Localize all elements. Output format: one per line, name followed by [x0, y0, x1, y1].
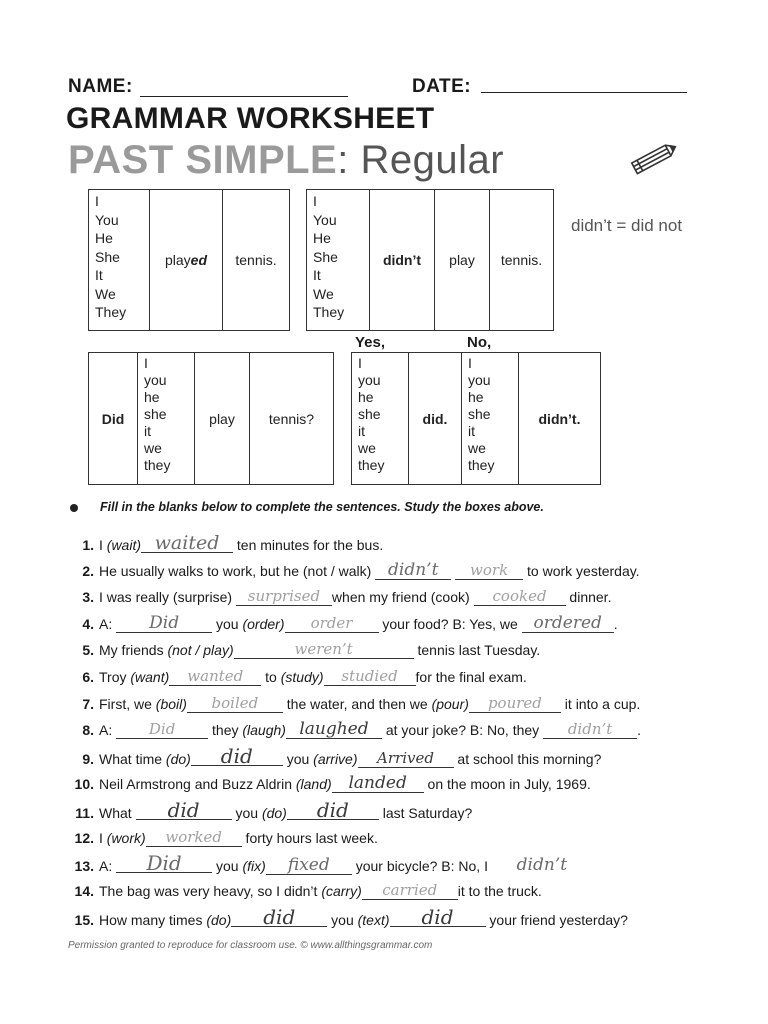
- text: when my friend (cook): [331, 589, 474, 605]
- sentence-number: 14.: [74, 883, 94, 899]
- verb-cue: (arrive): [313, 751, 358, 767]
- answer-blank[interactable]: boiled: [187, 694, 283, 713]
- pronoun: They: [313, 304, 345, 320]
- sentence-8: [68, 721, 641, 743]
- text: your bicycle? B: No, I: [351, 858, 492, 874]
- text: the water, and then we: [282, 696, 432, 712]
- sentence-number: 5.: [82, 642, 94, 658]
- text: last Saturday?: [378, 805, 473, 821]
- text: What: [99, 805, 136, 821]
- negative-verb: play: [435, 190, 490, 331]
- verb-cue: (wait): [106, 537, 142, 553]
- pronoun: she: [144, 406, 167, 422]
- text: it to the truck.: [457, 883, 542, 899]
- sentence-number: 1.: [82, 537, 94, 553]
- text: I: [99, 830, 107, 846]
- pronoun: You: [313, 211, 337, 228]
- text: I was really (surprise): [99, 589, 236, 605]
- affirmative-table: [88, 189, 290, 331]
- text: forty hours last week.: [241, 830, 378, 846]
- no-label: No,: [467, 334, 492, 351]
- answer-blank[interactable]: did: [231, 908, 327, 927]
- text: to work yesterday.: [523, 563, 640, 579]
- verb-cue: (fix): [242, 858, 266, 874]
- answer-blank[interactable]: cooked: [474, 587, 566, 606]
- text: ten minutes for the bus.: [233, 537, 384, 553]
- text: A:: [99, 858, 117, 874]
- answer-blank[interactable]: surprised: [236, 587, 332, 606]
- text: He usually walks to work, but he (not / walk): [99, 563, 376, 579]
- worksheet-title: GRAMMAR WORKSHEET: [66, 102, 435, 135]
- sentence-number: 11.: [75, 805, 94, 821]
- text: Neil Armstrong and Buzz Aldrin: [99, 776, 296, 792]
- date-field[interactable]: [481, 92, 687, 93]
- no-aux: didn’t.: [519, 353, 601, 485]
- answer-blank[interactable]: didn’t: [516, 855, 568, 875]
- answer-blank[interactable]: wanted: [169, 667, 261, 686]
- footer-permission: Permission granted to reproduce for classroom use. © www.allthingsgrammar.com: [68, 940, 433, 951]
- answer-blank[interactable]: Did: [116, 720, 208, 739]
- text: they: [208, 722, 243, 738]
- pronoun: they: [358, 457, 385, 473]
- pronoun: she: [468, 406, 491, 422]
- sentence-number: 6.: [82, 669, 94, 685]
- yes-aux: did.: [409, 353, 462, 485]
- pronoun: I: [468, 355, 472, 371]
- sentence-2: [68, 562, 640, 584]
- pronoun: he: [358, 389, 374, 405]
- pronoun: It: [95, 267, 103, 283]
- text: A:: [99, 616, 117, 632]
- sentence-1: [68, 532, 384, 557]
- answer-blank[interactable]: carried: [362, 881, 458, 900]
- verb-cue: (land): [295, 776, 332, 792]
- answer-blank[interactable]: landed: [332, 774, 424, 793]
- answer-blank[interactable]: fixed: [266, 856, 352, 875]
- pronoun: you: [144, 372, 167, 388]
- pronoun: we: [144, 440, 162, 456]
- text: at school this morning?: [453, 751, 602, 767]
- short-answer-table: [351, 352, 601, 485]
- sentence-number: 4.: [82, 616, 94, 632]
- pronoun: She: [95, 248, 120, 265]
- pronoun: She: [313, 248, 338, 265]
- text: at your joke? B: No, they: [381, 722, 544, 738]
- verb-cue: (carry): [321, 883, 362, 899]
- pronoun: we: [468, 440, 486, 456]
- sentence-number: 15.: [74, 912, 94, 928]
- negative-object: tennis.: [490, 190, 554, 331]
- verb-stem: play: [164, 252, 191, 268]
- answer-blank[interactable]: did: [136, 801, 232, 820]
- answer-blank[interactable]: studied: [324, 667, 416, 686]
- text: you: [282, 751, 314, 767]
- sentence-number: 2.: [82, 563, 94, 579]
- pronoun: he: [144, 389, 160, 405]
- answer-blank[interactable]: work: [455, 561, 523, 580]
- yes-label: Yes,: [355, 334, 386, 351]
- verb-cue: (do): [261, 805, 287, 821]
- subtitle-rest: : Regular: [337, 138, 505, 182]
- answer-blank[interactable]: didn’t: [375, 561, 451, 580]
- negative-pronouns: [307, 190, 370, 331]
- subtitle-bold: PAST SIMPLE: [68, 138, 338, 182]
- affirmative-object: tennis.: [223, 190, 290, 331]
- text: A:: [99, 722, 117, 738]
- pronoun: They: [95, 304, 127, 320]
- text: you: [231, 805, 262, 821]
- text: you: [327, 912, 358, 928]
- verb-cue: (boil): [155, 696, 187, 712]
- pronoun: You: [95, 211, 119, 228]
- verb-cue: (pour): [431, 696, 469, 712]
- question-verb: play: [195, 353, 250, 485]
- question-pronouns: [138, 353, 195, 485]
- name-label: NAME:: [68, 76, 133, 97]
- text: your food? B: Yes, we: [378, 616, 522, 632]
- pronoun: they: [468, 457, 495, 473]
- sentence-number: 12.: [74, 830, 94, 846]
- pronoun: it: [144, 423, 151, 439]
- text: .: [637, 722, 641, 738]
- pronoun: we: [358, 440, 376, 456]
- instructions: Fill in the blanks below to complete the sentences. Study the boxes above.: [100, 500, 544, 514]
- didnt-note: didn’t = did not: [571, 216, 683, 235]
- worksheet-subtitle: [68, 138, 504, 183]
- text: .: [613, 616, 618, 632]
- answer-blank[interactable]: laughed: [286, 720, 382, 739]
- verb-cue: (do): [206, 912, 232, 928]
- text: on the moon in July, 1969.: [423, 776, 591, 792]
- verb-cue: (not / play): [167, 642, 234, 658]
- pronoun: We: [95, 285, 116, 302]
- answer-blank[interactable]: poured: [469, 694, 561, 713]
- text: The bag was very heavy, so I didn’t: [99, 883, 322, 899]
- bullet-icon: [70, 504, 78, 512]
- sentence-7: [68, 695, 640, 717]
- answer-blank[interactable]: weren’t: [234, 640, 414, 659]
- sentence-number: 13.: [74, 858, 94, 874]
- text: your friend yesterday?: [485, 912, 628, 928]
- text: it into a cup.: [560, 696, 641, 712]
- verb-cue: (want): [130, 669, 170, 685]
- pronoun: He: [95, 230, 113, 246]
- answer-blank[interactable]: did: [191, 747, 283, 766]
- question-table: [88, 352, 334, 485]
- verb-cue: (order): [242, 616, 285, 632]
- sentence-14: [68, 882, 542, 904]
- sentence-9: [68, 744, 602, 770]
- sentence-number: 9.: [82, 751, 94, 767]
- answer-blank[interactable]: Did: [116, 854, 212, 873]
- sentence-number: 8.: [82, 722, 94, 738]
- text: First, we: [99, 696, 156, 712]
- pronoun: he: [468, 389, 484, 405]
- pronoun: It: [313, 267, 321, 283]
- answer-blank[interactable]: did: [287, 801, 379, 820]
- pronoun: He: [313, 230, 331, 246]
- sentence-13: [68, 851, 592, 877]
- sentence-3: [68, 588, 611, 610]
- pronoun: We: [313, 285, 334, 302]
- verb-ending: ed: [190, 252, 208, 268]
- answer-blank[interactable]: Did: [116, 614, 212, 633]
- verb-cue: (do): [165, 751, 191, 767]
- pronoun: they: [144, 457, 171, 473]
- answer-blank[interactable]: worked: [146, 828, 242, 847]
- text: My friends: [99, 642, 168, 658]
- pronoun: I: [144, 355, 148, 371]
- sentence-number: 7.: [82, 696, 94, 712]
- sentence-15: [68, 905, 628, 931]
- pronoun: I: [313, 193, 317, 209]
- negative-aux: didn’t: [370, 190, 435, 331]
- negative-table: [306, 189, 554, 331]
- text: What time: [99, 751, 166, 767]
- sentence-10: [68, 775, 591, 797]
- pencil-icon: [622, 136, 686, 180]
- date-label: DATE:: [412, 76, 472, 97]
- text: you: [212, 616, 243, 632]
- sentence-6: [68, 668, 527, 690]
- sentence-number: 3.: [82, 589, 94, 605]
- pronoun: you: [468, 372, 491, 388]
- pronoun: it: [468, 423, 475, 439]
- text: Troy: [99, 669, 131, 685]
- verb-cue: (study): [280, 669, 324, 685]
- answer-blank[interactable]: did: [390, 908, 486, 927]
- text: to: [261, 669, 281, 685]
- answer-blank[interactable]: order: [285, 614, 379, 633]
- question-object: tennis?: [250, 353, 334, 485]
- pronoun: she: [358, 406, 381, 422]
- text: dinner.: [565, 589, 612, 605]
- question-aux: Did: [89, 353, 138, 485]
- pronoun: you: [358, 372, 381, 388]
- verb-cue: (work): [106, 830, 146, 846]
- yes-pronouns: [352, 353, 409, 485]
- sentence-4: [68, 615, 618, 637]
- sentence-5: [68, 641, 540, 663]
- text: tennis last Tuesday.: [413, 642, 541, 658]
- pronoun: I: [95, 193, 99, 209]
- answer-blank[interactable]: Arrived: [358, 749, 454, 768]
- sentence-number: 10.: [74, 776, 94, 792]
- answer-blank[interactable]: ordered: [522, 614, 614, 633]
- text: How many times: [99, 912, 207, 928]
- pronoun: I: [358, 355, 362, 371]
- no-pronouns: [462, 353, 519, 485]
- affirmative-verb: [150, 190, 223, 331]
- text: you: [212, 858, 243, 874]
- text: for the final exam.: [415, 669, 527, 685]
- answer-blank[interactable]: waited: [141, 534, 233, 553]
- text: I: [99, 537, 107, 553]
- verb-cue: (laugh): [242, 722, 286, 738]
- answer-blank[interactable]: didn’t: [543, 720, 637, 739]
- verb-cue: (text): [357, 912, 390, 928]
- affirmative-pronouns: [89, 190, 150, 331]
- sentence-12: [68, 829, 378, 851]
- pronoun: it: [358, 423, 365, 439]
- name-field[interactable]: [140, 96, 348, 97]
- sentence-11: [68, 798, 473, 824]
